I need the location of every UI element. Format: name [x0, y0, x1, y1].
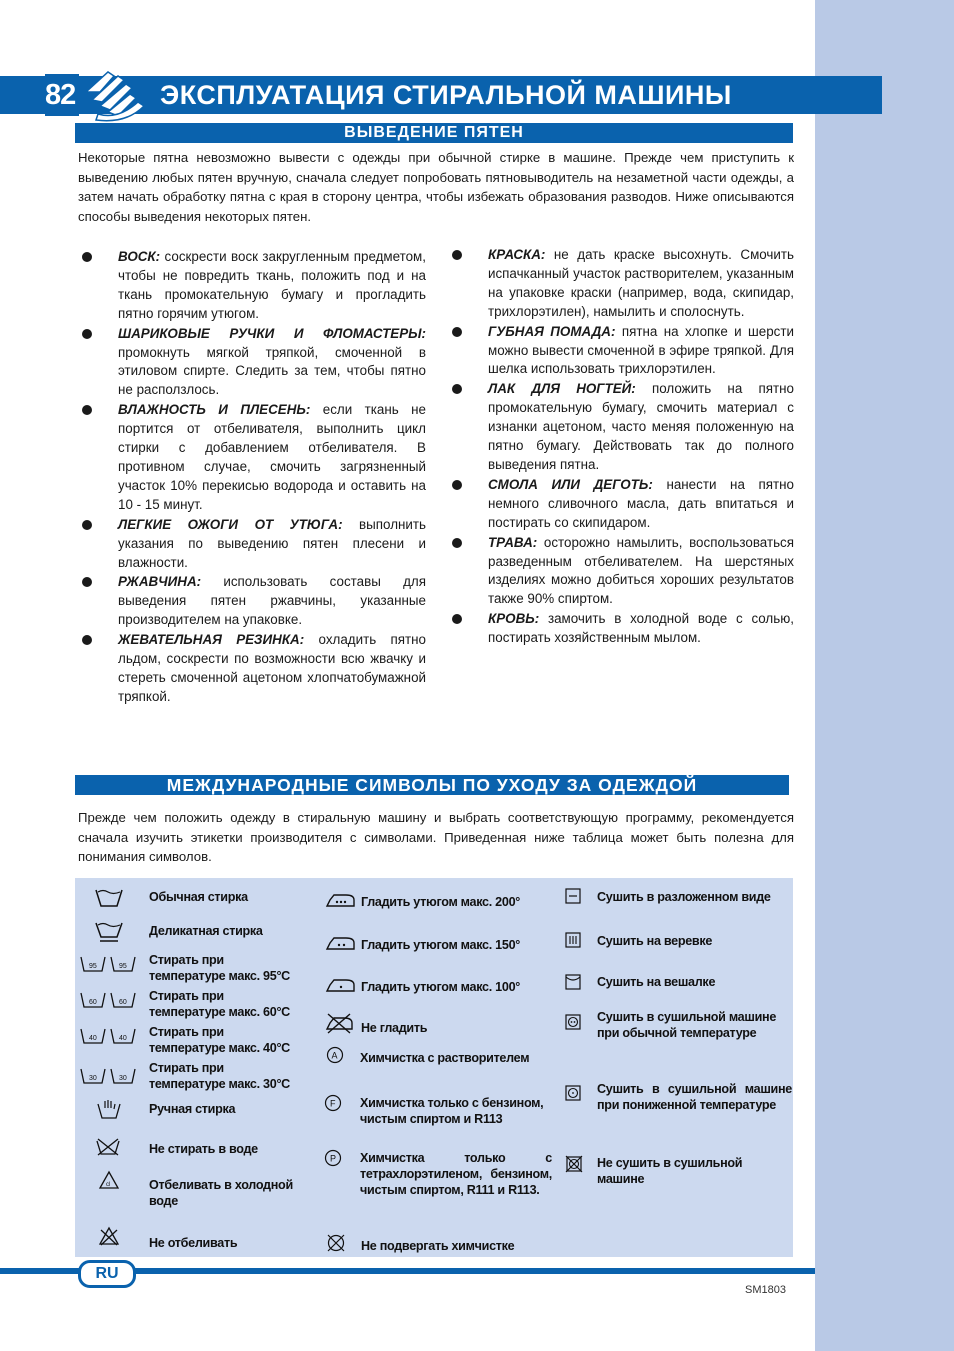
no-wash-icon: [95, 1138, 121, 1156]
symbol-label: Стирать при температуре макс. 30°C: [149, 1061, 290, 1091]
no-tumble-dry-icon: [565, 1155, 583, 1173]
symbol-label: Гладить утюгом макс. 100°: [361, 980, 521, 994]
bullet-icon: [82, 252, 92, 262]
temp-40-b: 40: [119, 1035, 127, 1042]
symbol-label: Гладить утюгом макс. 200°: [361, 895, 521, 909]
temp-60: 60: [89, 999, 97, 1006]
dry-clean-a-icon: [326, 1046, 344, 1064]
stain-term: ГУБНАЯ ПОМАДА:: [488, 323, 616, 339]
symbol-label: Стирать при температуре макс. 40°C: [149, 1025, 290, 1055]
stain-description: не дать краске высохнуть. Смочить испачканный участок растворителем, указанным на упаковке краски (например, вода, скипидар, трихлорэтилен), намылить и сполоснуть.: [488, 247, 794, 319]
svg-text:cl: cl: [106, 1182, 111, 1188]
bullet-icon: [452, 538, 462, 548]
stain-term: СМОЛА ИЛИ ДЕГОТЬ:: [488, 476, 653, 492]
stain-term: ЖЕВАТЕЛЬНАЯ РЕЗИНКА:: [118, 632, 305, 648]
wash-60-icon: [80, 991, 138, 1009]
hand-wash-icon: [96, 1098, 122, 1120]
svg-text:A: A: [331, 1050, 338, 1061]
stain-item: [78, 248, 426, 324]
wash-40-icon: [80, 1027, 138, 1045]
stain-term: ЛАК ДЛЯ НОГТЕЙ:: [488, 381, 636, 397]
stain-term: ТРАВА:: [488, 534, 538, 550]
stain-item: [448, 323, 794, 380]
symbol-label: Сушить на веревке: [597, 934, 713, 948]
stain-term: РЖАВЧИНА:: [118, 574, 202, 590]
symbol-label: Сушить на вешалке: [597, 975, 716, 989]
stain-term: КРАСКА:: [488, 247, 546, 262]
stain-description: осторожно намылить, воспользоваться разведенным отбеливателем. На шерстяных изделиях можно добиться хороших результатов также 90% спиртом.: [488, 534, 794, 607]
symbols-intro: Прежде чем положить одежду в стиральную машину и выбрать соответствующую программу, рекомендуется сначала изучить этикетки производителя с символами. Приведенная ниже таблица может быть полезна для понимания символов.: [78, 810, 794, 864]
bleach-icon: [98, 1170, 120, 1190]
stains-intro: Некоторые пятна невозможно вывести с одежды при обычной стирке в машине. Прежде чем приступить к выведению любых пятен вручную, сначала следует попробовать пятновыводитель на незаметной части одежды, а затем начать обработку пятна с края в сторону центра, чтобы избежать образования разводов. Ниже описываются способы выведения некоторых пятен.: [78, 150, 794, 224]
iron-150-icon: [324, 934, 356, 952]
symbol-label: Сушить в разложенном виде: [597, 890, 771, 904]
bullet-icon: [452, 384, 462, 394]
stain-description: использовать составы для выведения пятен ржавчины, указанные производителем на упаковке.: [118, 574, 426, 628]
symbol-label: Не стирать в воде: [149, 1142, 258, 1156]
language-badge: RU: [78, 1260, 136, 1288]
stain-description: если ткань не портится от отбеливателя, выполнить цикл стирки с добавлением отбеливателя. В противном случае, смочить загрязненный участок 10% перекисью водорода и оставить на 10 - 15 минут.: [118, 402, 426, 512]
symbol-label: Обычная стирка: [149, 890, 248, 904]
side-stripe: [815, 0, 954, 1351]
stain-item: [448, 610, 794, 648]
stain-item: [448, 534, 794, 610]
stain-term: ШАРИКОВЫЕ РУЧКИ И ФЛОМАСТЕРЫ:: [118, 325, 426, 341]
hang-dry-icon: [565, 974, 581, 990]
stain-item: [78, 516, 426, 573]
no-iron-icon: [324, 1012, 354, 1034]
symbol-label: Химчистка с растворителем: [360, 1051, 530, 1065]
symbol-label: Не отбеливать: [149, 1236, 238, 1250]
no-bleach-icon: [98, 1226, 120, 1246]
stain-description: нанести на пятно немного сливочного масла, дать впитаться и постирать со скипидаром.: [488, 476, 795, 530]
symbol-label: Не сушить в сушильной машине: [597, 1156, 743, 1186]
document-code: SM1803: [745, 1284, 786, 1296]
wash-30-icon: [80, 1067, 138, 1085]
symbol-label: Химчистка только с тетрахлорэтиленом, бензином, чистым спиртом, R111 и R113.: [360, 1151, 552, 1197]
tumble-dry-normal-icon: [565, 1014, 581, 1030]
bullet-icon: [82, 577, 92, 587]
symbols-heading: МЕЖДУНАРОДНЫЕ СИМВОЛЫ ПО УХОДУ ЗА ОДЕЖДОЙ: [75, 775, 789, 795]
symbol-label: Химчистка только с бензином, чистым спиртом и R113: [360, 1096, 544, 1126]
stain-description: выполнить указания по выведению пятен плесени и влажности.: [118, 516, 426, 570]
symbol-label: Сушить в сушильной машине при обычной температуре: [597, 1010, 777, 1040]
svg-text:F: F: [330, 1098, 336, 1109]
dry-flat-icon: [565, 888, 581, 904]
symbol-label: Деликатная стирка: [149, 924, 263, 938]
bullet-icon: [82, 520, 92, 530]
stain-item: [78, 401, 426, 514]
symbol-label: Гладить утюгом макс. 150°: [361, 938, 521, 952]
stain-description: пятна на хлопке и шерсти можно вывести смоченной в эфире тряпкой. Для шелка использовать трихлорэтилен.: [488, 323, 794, 377]
no-dry-clean-icon: [326, 1233, 346, 1253]
temp-30: 30: [89, 1075, 97, 1082]
temp-40: 40: [89, 1035, 97, 1042]
stain-term: ВЛАЖНОСТЬ И ПЛЕСЕНЬ:: [118, 402, 311, 418]
temp-95: 95: [89, 963, 97, 970]
symbol-label: Отбеливать в холодной воде: [149, 1178, 293, 1208]
iron-100-icon: [324, 976, 356, 994]
stain-item: [78, 573, 426, 630]
stain-item: [78, 325, 426, 401]
stain-item: [78, 631, 426, 707]
temp-95-b: 95: [119, 963, 127, 970]
stain-item: [448, 476, 794, 533]
stain-list-right: [448, 246, 794, 649]
stains-heading: ВЫВЕДЕНИЕ ПЯТЕН: [75, 123, 793, 143]
symbol-label: Ручная стирка: [149, 1102, 236, 1116]
stain-item: [448, 380, 794, 475]
temp-30-b: 30: [119, 1075, 127, 1082]
stain-list-left: [78, 248, 426, 708]
page-number: 82: [45, 74, 79, 116]
delicate-wash-icon: [94, 920, 124, 944]
bullet-icon: [82, 329, 92, 339]
temp-60-b: 60: [119, 999, 127, 1006]
dry-clean-f-icon: [324, 1094, 342, 1112]
symbol-label: Стирать при температуре макс. 60°C: [149, 989, 290, 1019]
stain-item: [448, 246, 794, 322]
bullet-icon: [452, 480, 462, 490]
dry-clean-p-icon: [324, 1149, 342, 1167]
iron-200-icon: [324, 891, 356, 909]
stain-term: ЛЕГКИЕ ОЖОГИ ОТ УТЮГА:: [118, 516, 343, 532]
stain-description: замочить в холодной воде с солью, постирать хозяйственным мылом.: [488, 611, 794, 646]
symbol-label: Не подвергать химчистке: [361, 1239, 515, 1253]
bullet-icon: [452, 614, 462, 624]
stain-description: соскрести воск закругленным предметом, чтобы не повредить ткань, положить под и на ткань промокательную бумагу и прогладить пятно горячим утюгом.: [118, 249, 426, 321]
symbol-label: Сушить в сушильной машине при пониженной температуре: [597, 1082, 792, 1112]
bullet-icon: [82, 405, 92, 415]
bullet-icon: [452, 250, 462, 260]
wash-tub-icon: [94, 886, 124, 908]
bullet-icon: [452, 327, 462, 337]
line-dry-icon: [565, 932, 581, 948]
bullet-icon: [82, 635, 92, 645]
stain-description: положить на пятно промокательную бумагу, смочить материал с изнанки ацетоном, часто меняя положенную на пятно бумагу. Действовать так до полного выведения пятна.: [488, 381, 794, 472]
page-title: ЭКСПЛУАТАЦИЯ СТИРАЛЬНОЙ МАШИНЫ: [160, 80, 732, 110]
symbol-label: Не гладить: [361, 1021, 428, 1035]
wash-95-icon: [80, 955, 138, 973]
stain-description: охладить пятно льдом, соскрести по возможности всю жвачку и стереть смоченной ацетоном хлопчатобумажной тряпкой.: [118, 632, 427, 704]
tumble-dry-low-icon: [565, 1085, 581, 1101]
stain-term: ВОСК:: [118, 249, 161, 264]
symbol-label: Стирать при температуре макс. 95°C: [149, 953, 290, 983]
stain-description: промокнуть мягкой тряпкой, смоченной в этиловом спирте. Следить за тем, чтобы пятно не расползлось.: [118, 344, 426, 398]
hand-icon: [78, 62, 150, 122]
stain-term: КРОВЬ:: [488, 611, 540, 627]
svg-text:P: P: [330, 1153, 337, 1164]
